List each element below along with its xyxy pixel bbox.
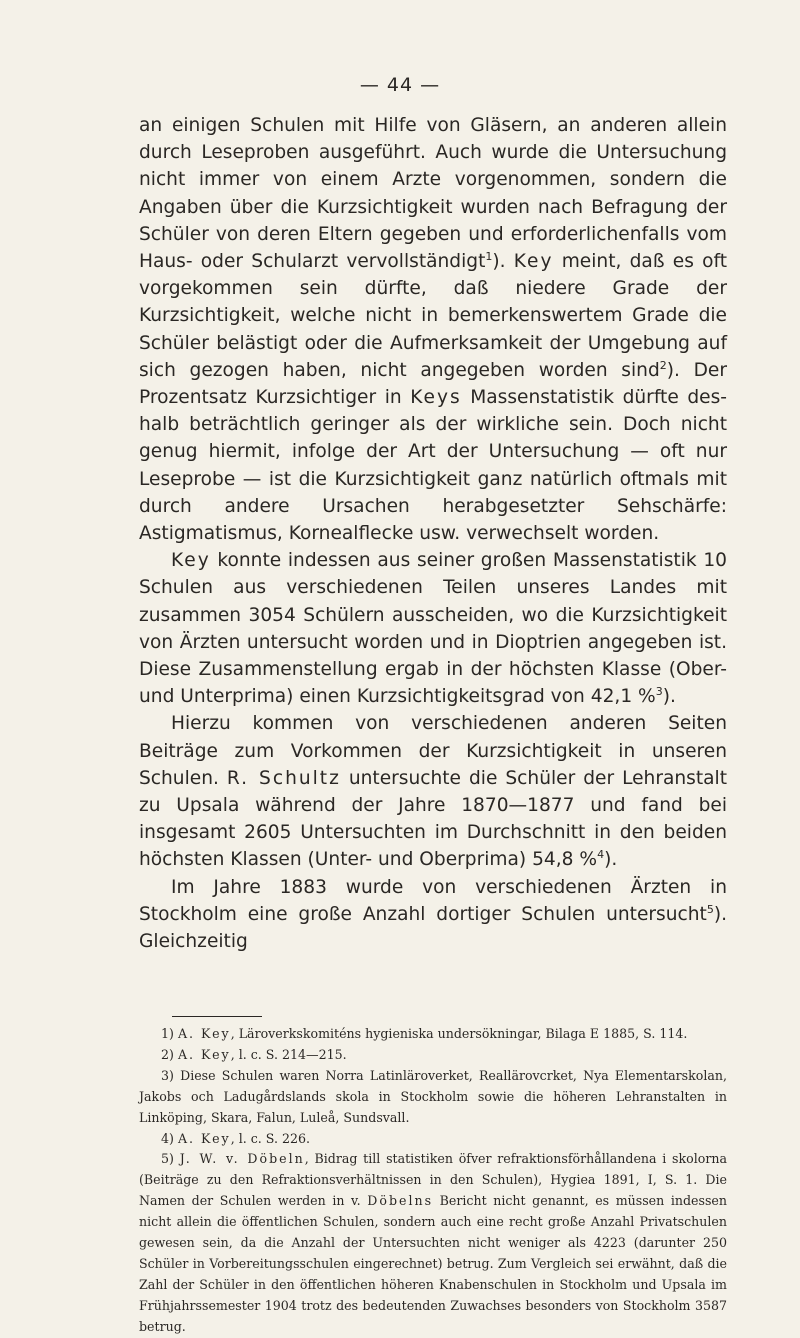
author-name: Key [171,550,211,572]
text-run: , l. c. S. 226. [230,1130,311,1146]
author-name: A. Key [177,1046,231,1062]
text-run: Diese Schulen waren Norra Latinläroverket, Reallärovcrket, Nya Elementarskolan, Jakobs och Ladugårdslands skola in Stockholm sowie die höheren Lehranstalten in Linköping, Skara, Falun, Luleå, Sundsvall. [139,1067,727,1125]
text-run: Im Jahre 1883 wurde von verschiedenen Ärzten in Stockholm eine große Anzahl dortiger Schulen untersucht [139,876,727,925]
text-run: konnte indessen aus seiner großen Massenstatistik 10 Schulen aus verschiedenen Teilen unseres Landes mit zusammen 3054 Schülern ausscheiden, wo die Kurzsichtigkeit von Ärzten untersucht worden und in Dioptrien angegeben ist. Diese Zusammenstellung ergab in der höchsten Klasse (Ober- und Unterprima) einen Kurzsichtigkeitsgrad von 42,1 % [139,550,727,708]
text-run: ). Der Prozentsatz Kurzsichtiger in [139,359,727,409]
text-run: untersuchte die Schüler der Lehranstalt zu Upsala während der Jahre 1870—1877 und fand bei insgesamt 2605 Untersuchten im Durchschnitt in den beiden höchsten Klassen (Unter- und Oberprima) 54,8 % [139,767,727,871]
footnote-5 [139,1149,727,1337]
text-run: an einigen Schulen mit Hilfe von Gläsern, an anderen allein durch Leseproben ausgeführt. Auch wurde die Untersuchung nicht immer von einem Arzte vorgenommen, sondern die Angaben über die Kurzsichtigkeit wurden nach Befragung der Schüler von deren Eltern gegeben und erforderlichenfalls vom Haus- oder Schularzt vervollständigt [139,115,727,273]
footnote-2 [139,1045,727,1066]
text-run: ). [492,251,514,273]
paragraph-4 [139,874,727,956]
text-run: ). [604,849,618,871]
footnote-ref-4: 4 [597,848,605,862]
text-run: meint, daß es oft vorgekommen sein dürfte, daß niedere Grade der Kurzsichtigkeit, welche nicht in bemerkenswertem Grade die Schüler belästigt oder die Aufmerksamkeit der Umgebung auf sich gezogen haben, nicht angegeben worden sind [139,251,727,381]
author-name: Key [513,251,554,273]
author-name: A. Key [177,1026,231,1041]
footnote-ref-3: 3 [655,685,663,699]
text-run: ). Gleichzeitig [139,903,727,953]
footnote-ref-5: 5 [706,902,714,916]
page-number: — 44 — [359,74,441,96]
footnote-number: 3) [161,1067,181,1083]
paragraph-2 [139,547,727,710]
text-run: Bericht nicht genannt, es müssen indessen nicht allein die öffentlichen Schulen, sondern auch eine recht große Anzahl Privatschulen gewesen sein, da die Anzahl der Untersuchten nicht weniger als 4223 (darunter 250 Schüler in Vorbereitungsschulen eingerechnet) betrug. Zum Vergleich sei erwähnt, daß die Zahl der Schüler in den öffentlichen höheren Knabenschulen in Stockholm und Upsala im Frühjahrssemester 1904 trotz des bedeutenden Zuwachses besonders von Stockholm 3587 betrug. [139,1193,727,1334]
footnote-number: 5) [161,1151,180,1167]
text-run: ). [662,686,676,708]
text-run: Massenstatistik dürfte deshalb beträchtlich geringer als der wirkliche sein. Doch nicht genug hiermit, infolge der Art der Untersuchung — oft nur Leseprobe — ist die Kurzsichtigkeit ganz natürlich oftmals mit durch andere Ursachen herabgesetzter Sehschärfe: Astigmatismus, Kornealflecke usw. verwechselt worden. [139,387,727,545]
text-run: , Bidrag till statistiken öfver refraktionsförhållandena i skolorna (Beiträge zu den Refraktionsverhältnissen in den Schulen), Hygiea 1891, I, S. 1. Die Namen der Schulen werden in v. [139,1151,727,1209]
footnotes [139,1024,727,1338]
main-text [139,112,727,955]
paragraph-1 [139,112,727,547]
author-name: J. W. v. Döbeln [179,1151,305,1167]
footnote-1 [139,1024,727,1045]
text-run: Hierzu kommen von verschiedenen anderen Seiten Beiträge zum Vorkommen der Kurzsichtigkeit in unseren Schulen. [139,713,727,789]
paragraph-3 [139,710,727,873]
footnote-number: 4) [161,1130,178,1146]
author-name: Keys [410,387,462,409]
text-run: , Läroverkskomiténs hygieniska undersökningar, Bilaga E 1885, S. 114. [230,1026,688,1041]
footnote-4 [139,1129,727,1150]
author-name: Döbelns [367,1193,434,1209]
footnote-number: 2) [161,1046,178,1062]
author-name: R. Schultz [226,767,341,789]
author-name: A. Key [177,1130,231,1146]
footnote-ref-2: 2 [659,358,667,372]
text-run: , l. c. S. 214—215. [230,1046,347,1062]
footnote-3 [139,1066,727,1129]
footnote-ref-1: 1 [485,250,493,264]
footnote-divider [172,1016,262,1017]
footnote-number: 1) [161,1026,178,1041]
